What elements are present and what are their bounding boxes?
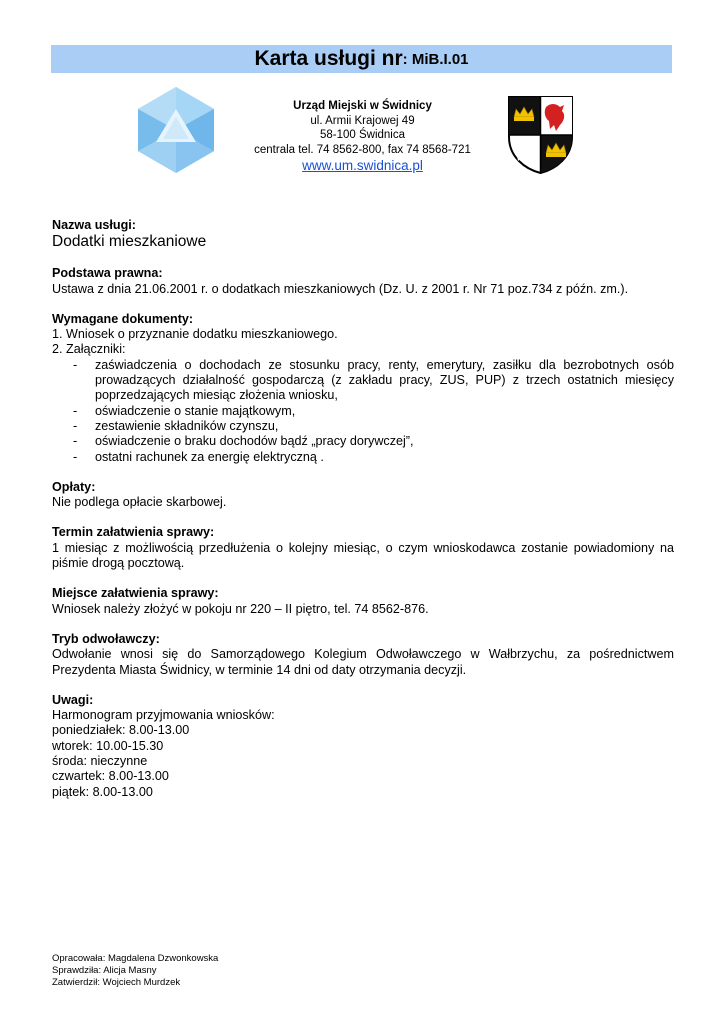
service-name-value: Dodatki mieszkaniowe (52, 233, 207, 251)
office-name: Urząd Miejski w Świdnicy (293, 100, 432, 112)
attachment-text: zaświadczenia o dochodach ze stosunku pracy, renty, emerytury, zasiłku dla bezrobotnych osób prowadzących działalność gospodarczą (z zakładu pracy, ZUS, PUP) z trzech ostatnich miesięcy poprzedzających miesiąc złożenia wniosku, (95, 357, 674, 403)
website-link[interactable]: www.um.swidnica.pl (302, 158, 423, 173)
service-card-content (52, 218, 674, 815)
document-item-2: 2. Załączniki: (52, 342, 126, 357)
footer (52, 953, 218, 990)
service-name-heading: Nazwa usługi: (52, 218, 136, 232)
coat-of-arms-icon (506, 95, 575, 175)
fees-section (52, 480, 674, 511)
required-documents-heading: Wymagane dokumenty: (52, 311, 194, 326)
list-item: - oświadczenie o stanie majątkowym, (73, 403, 296, 418)
schedule-row: czwartek: 8.00-13.00 (52, 769, 169, 784)
list-item: - ostatni rachunek za energię elektryczną . (73, 449, 324, 464)
service-code: : MiB.I.01 (402, 50, 469, 68)
approved-by: Zatwierdził: Wojciech Murdzek (52, 977, 181, 989)
office-phone: centrala tel. 74 8562-800, fax 74 8568-721 (254, 143, 471, 156)
fees-text: Nie podlega opłacie skarbowej. (52, 495, 227, 510)
legal-basis-heading: Podstawa prawna: (52, 266, 163, 281)
place-text: Wniosek należy złożyć w pokoju nr 220 – II piętro, tel. 74 8562-876. (52, 601, 429, 616)
notes-heading: Uwagi: (52, 692, 94, 707)
list-item: - zestawienie składników czynszu, (73, 418, 279, 433)
checked-by: Sprawdziła: Alicja Masny (52, 965, 157, 977)
page-title: Karta usługi nr (254, 47, 403, 70)
office-street: ul. Armii Krajowej 49 (310, 114, 415, 127)
deadline-text: 1 miesiąc z możliwością przedłużenia o kolejny miesiąc, o czym wnioskodawca zostanie powiadomiony na piśmie drogą pocztową. (52, 540, 674, 571)
list-item: - zaświadczenia o dochodach ze stosunku pracy, renty, emerytury, zasiłku dla bezrobotnych osób prowadzących działalność gospodarczą (z zakładu pracy, ZUS, PUP) z trzech ostatnich miesięcy poprzedzających miesiąc złożenia wniosku, (73, 357, 674, 403)
service-name-section (52, 218, 674, 251)
notes-section (52, 693, 674, 800)
required-documents-section (52, 312, 674, 465)
legal-basis-text: Ustawa z dnia 21.06.2001 r. o dodatkach mieszkaniowych (Dz. U. z 2001 r. Nr 71 poz.734 z późn. zm.). (52, 281, 629, 296)
attachment-text: zestawienie składników czynszu, (95, 418, 279, 433)
attachments-list (52, 358, 674, 465)
list-item: - oświadczenie o braku dochodów bądź „pracy dorywczej”, (73, 434, 414, 449)
schedule-row: poniedziałek: 8.00-13.00 (52, 723, 190, 738)
city-logo-icon (132, 85, 220, 175)
notes-intro: Harmonogram przyjmowania wniosków: (52, 708, 275, 723)
attachment-text: oświadczenie o braku dochodów bądź „pracy dorywczej”, (95, 434, 414, 449)
appeal-text: Odwołanie wnosi się do Samorządowego Kolegium Odwoławczego w Wałbrzychu, za pośrednictwem Prezydenta Miasta Świdnicy, w terminie 14 dni od daty otrzymania decyzji. (52, 647, 674, 677)
office-address-block (230, 99, 495, 174)
document-item-1: 1. Wniosek o przyznanie dodatku mieszkaniowego. (52, 327, 338, 342)
schedule-row: wtorek: 10.00-15.30 (52, 738, 164, 753)
prepared-by: Opracowała: Magdalena Dzwonkowska (52, 953, 219, 964)
fees-heading: Opłaty: (52, 479, 96, 494)
place-heading: Miejsce załatwienia sprawy: (52, 586, 219, 601)
place-section (52, 586, 674, 617)
schedule-row: środa: nieczynne (52, 754, 148, 769)
appeal-heading: Tryb odwoławczy: (52, 631, 160, 646)
attachment-text: ostatni rachunek za energię elektryczną . (95, 449, 324, 464)
legal-basis-section (52, 266, 674, 297)
schedule-row: piątek: 8.00-13.00 (52, 784, 153, 799)
attachment-text: oświadczenie o stanie majątkowym, (95, 403, 296, 418)
title-bar (51, 45, 672, 73)
deadline-section (52, 525, 674, 571)
deadline-heading: Termin załatwienia sprawy: (52, 525, 215, 540)
appeal-section (52, 632, 674, 678)
office-city: 58-100 Świdnica (319, 129, 406, 141)
